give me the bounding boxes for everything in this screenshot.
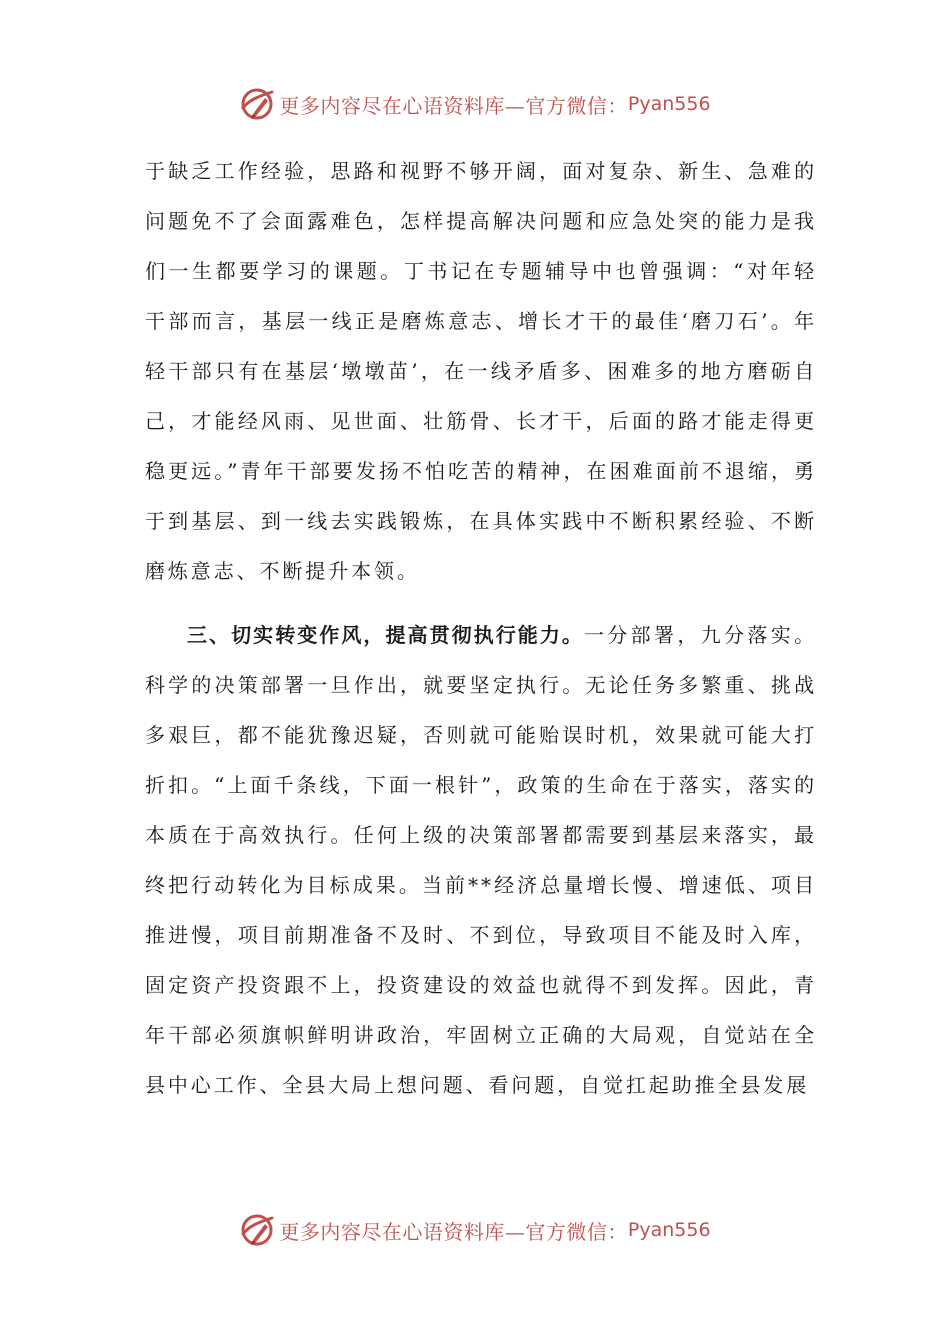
banner-brand-text: 更多内容尽在心语资料库—官方微信： — [279, 93, 628, 118]
footer-watermark-banner — [0, 1210, 950, 1250]
pen-in-circle-icon — [239, 1212, 275, 1248]
banner-wechat-id: Pyan556 — [627, 93, 711, 115]
paragraph-1: 于缺乏工作经验，思路和视野不够开阔，面对复杂、新生、急难的问题免不了会面露难色，怎样提高解决问题和应急处突的能力是我们一生都要学习的课题。丁书记在专题辅导中也曾强调：“对年轻干部而言，基层一线正是磨炼意志、增长才干的最佳‘磨刀石’。年轻干部只有在基层‘墩墩苗’，在一线矛盾多、困难多的地方磨砺自己，才能经风雨、见世面、壮筋骨、长才干，后面的路才能走得更稳更远。”青年干部要发扬不怕吃苦的精神，在困难面前不退缩，勇于到基层、到一线去实践锻炼，在具体实践中不断积累经验、不断磨炼意志、不断提升本领。 — [145, 159, 817, 583]
banner-wechat-id: Pyan556 — [627, 1219, 711, 1241]
banner-brand-text: 更多内容尽在心语资料库—官方微信： — [279, 1219, 628, 1244]
paragraph-2-text: 一分部署，九分落实。科学的决策部署一旦作出，就要坚定执行。无论任务多繁重、挑战多艰巨，都不能犹豫迟疑，否则就可能贻误时机，效果就可能大打折扣。“上面千条线，下面一根针”，政策的生命在于落实，落实的本质在于高效执行。任何上级的决策部署都需要到基层来落实，最终把行动转化为目标成果。当前**经济总量增长慢、增速低、项目推进慢，项目前期准备不及时、不到位，导致项目不能及时入库，固定资产投资跟不上，投资建设的效益也就得不到发挥。因此，青年干部必须旗帜鲜明讲政治，牢固树立正确的大局观，自觉站在全县中心工作、全县大局上想问题、看问题，自觉扛起助推全县发展 — [145, 623, 817, 1097]
header-watermark-banner — [0, 84, 950, 124]
pen-in-circle-icon — [239, 86, 275, 122]
document-body — [145, 146, 817, 1110]
section-heading: 三、切实转变作风，提高贯彻执行能力。 — [187, 623, 584, 647]
paragraph-2 — [145, 610, 817, 1110]
